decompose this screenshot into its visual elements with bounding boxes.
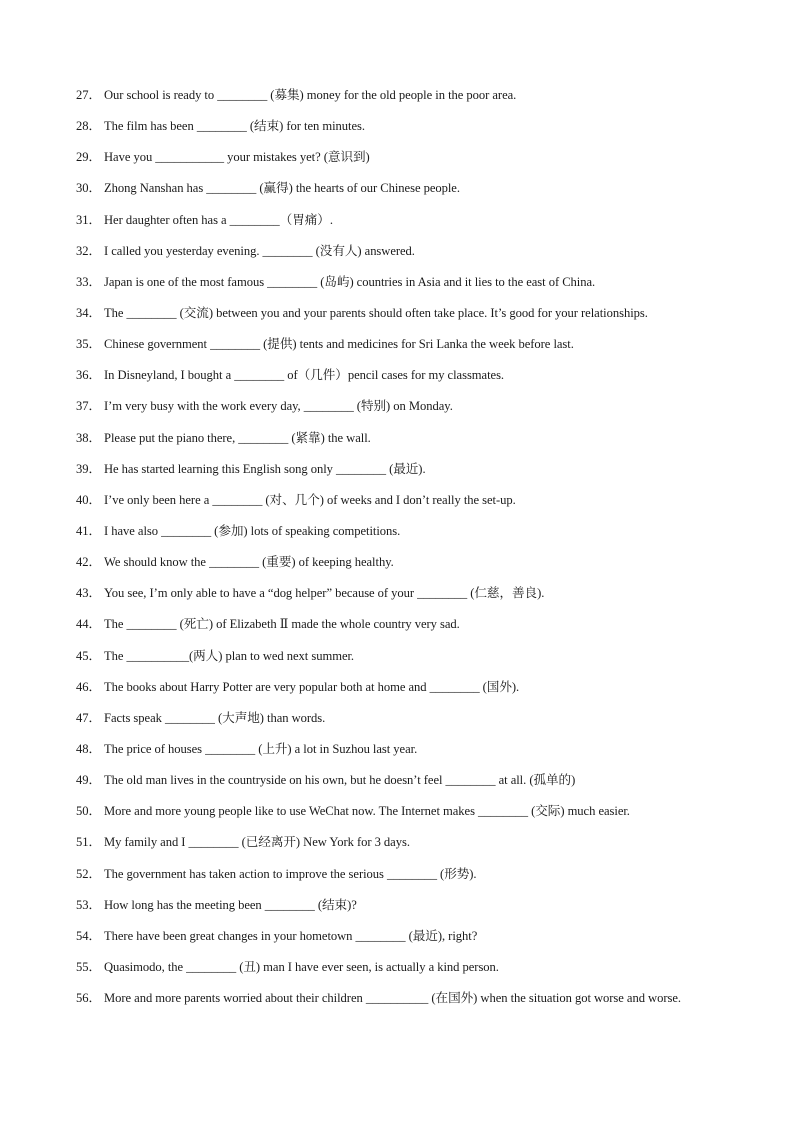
item-number: 44． xyxy=(76,617,102,632)
item-number: 33． xyxy=(76,274,102,289)
item-text: I’ve only been here a ________ (对、几个) of weeks and I don’t really the set-up. xyxy=(104,492,516,507)
item-text: Chinese government ________ (提供) tents and medicines for Sri Lanka the week before last. xyxy=(104,337,574,352)
item-number: 28． xyxy=(76,119,102,134)
exercise-item xyxy=(76,578,716,609)
item-number: 49． xyxy=(76,773,102,788)
exercise-item xyxy=(76,80,716,111)
item-text: How long has the meeting been ________ (结束)? xyxy=(104,897,357,912)
exercise-item xyxy=(76,859,716,890)
item-text: Please put the piano there, ________ (紧靠) the wall. xyxy=(104,430,371,445)
item-text: Japan is one of the most famous ________ (岛屿) countries in Asia and it lies to the east of China. xyxy=(104,274,596,289)
item-text: I have also ________ (参加) lots of speaking competitions. xyxy=(104,523,401,538)
exercise-item xyxy=(76,952,716,983)
exercise-list xyxy=(76,80,716,1014)
item-text: Zhong Nanshan has ________ (赢得) the hearts of our Chinese people. xyxy=(104,181,460,196)
item-text: In Disneyland, I bought a ________ of（几件）pencil cases for my classmates. xyxy=(104,368,505,383)
exercise-item xyxy=(76,391,716,422)
item-number: 48． xyxy=(76,741,102,756)
exercise-item xyxy=(76,609,716,640)
item-text: There have been great changes in your hometown ________ (最近), right? xyxy=(104,928,478,943)
exercise-item xyxy=(76,142,716,173)
item-text: Our school is ready to ________ (募集) money for the old people in the poor area. xyxy=(104,88,517,102)
item-text: You see, I’m only able to have a “dog helper” because of your ________ (仁慈，善良). xyxy=(104,586,545,601)
exercise-item xyxy=(76,360,716,391)
item-number: 32． xyxy=(76,243,102,258)
item-text: My family and I ________ (已经离开) New York for 3 days. xyxy=(104,835,410,850)
exercise-item xyxy=(76,423,716,454)
item-number: 39． xyxy=(76,461,102,476)
exercise-item xyxy=(76,485,716,516)
exercise-item xyxy=(76,641,716,672)
item-number: 46． xyxy=(76,679,102,694)
exercise-item xyxy=(76,236,716,267)
item-text: I called you yesterday evening. ________ (没有人) answered. xyxy=(104,243,415,258)
item-number: 55． xyxy=(76,959,102,974)
item-number: 35． xyxy=(76,337,102,352)
item-number: 45． xyxy=(76,648,102,663)
item-text: The ________ (死亡) of Elizabeth Ⅱ made the whole country very sad. xyxy=(104,617,460,632)
exercise-item xyxy=(76,827,716,858)
item-number: 54． xyxy=(76,928,102,943)
item-text: The government has taken action to improve the serious ________ (形势). xyxy=(104,866,477,881)
item-text: Her daughter often has a ________（胃痛）. xyxy=(104,212,333,227)
item-text: Quasimodo, the ________ (丑) man I have ever seen, is actually a kind person. xyxy=(104,959,499,974)
exercise-item xyxy=(76,796,716,827)
item-number: 40． xyxy=(76,492,102,507)
item-text: More and more parents worried about their children __________ (在国外) when the situation got worse and worse. xyxy=(104,991,681,1006)
item-text: He has started learning this English song only ________ (最近). xyxy=(104,461,426,476)
item-number: 30． xyxy=(76,181,102,196)
exercise-item xyxy=(76,454,716,485)
item-text: The price of houses ________ (上升) a lot in Suzhou last year. xyxy=(104,741,418,756)
exercise-item xyxy=(76,672,716,703)
item-number: 36． xyxy=(76,368,102,383)
exercise-item xyxy=(76,516,716,547)
exercise-item xyxy=(76,734,716,765)
item-number: 37． xyxy=(76,399,102,414)
item-text: Have you ___________ your mistakes yet? (意识到) xyxy=(104,150,370,165)
item-text: The __________(两人) plan to wed next summer. xyxy=(104,648,355,663)
exercise-item xyxy=(76,983,716,1014)
item-number: 53． xyxy=(76,897,102,912)
exercise-item xyxy=(76,765,716,796)
item-number: 52． xyxy=(76,866,102,881)
exercise-item xyxy=(76,267,716,298)
exercise-item xyxy=(76,921,716,952)
exercise-item xyxy=(76,111,716,142)
item-number: 34． xyxy=(76,305,102,320)
item-text: Facts speak ________ (大声地) than words. xyxy=(104,710,326,725)
exercise-item xyxy=(76,547,716,578)
item-number: 31． xyxy=(76,212,102,227)
item-text: More and more young people like to use WeChat now. The Internet makes ________ (交际) much easier. xyxy=(104,804,630,819)
item-number: 50． xyxy=(76,804,102,819)
item-text: I’m very busy with the work every day, ________ (特别) on Monday. xyxy=(104,399,453,414)
item-text: The old man lives in the countryside on his own, but he doesn’t feel ________ at all. (孤单的) xyxy=(104,773,576,788)
item-number: 47． xyxy=(76,710,102,725)
item-number: 27． xyxy=(76,88,102,102)
item-text: We should know the ________ (重要) of keeping healthy. xyxy=(104,555,394,570)
item-number: 38． xyxy=(76,430,102,445)
item-text: The ________ (交流) between you and your parents should often take place. It’s good for your relationships. xyxy=(104,305,648,320)
exercise-item xyxy=(76,890,716,921)
exercise-item xyxy=(76,298,716,329)
exercise-item xyxy=(76,205,716,236)
item-number: 43． xyxy=(76,586,102,601)
exercise-item xyxy=(76,173,716,204)
item-number: 56． xyxy=(76,991,102,1006)
item-text: The books about Harry Potter are very popular both at home and ________ (国外). xyxy=(104,679,520,694)
item-text: The film has been ________ (结束) for ten minutes. xyxy=(104,119,365,134)
item-number: 29． xyxy=(76,150,102,165)
item-number: 42． xyxy=(76,555,102,570)
item-number: 51． xyxy=(76,835,102,850)
exercise-item xyxy=(76,329,716,360)
item-number: 41． xyxy=(76,523,102,538)
exercise-item xyxy=(76,703,716,734)
